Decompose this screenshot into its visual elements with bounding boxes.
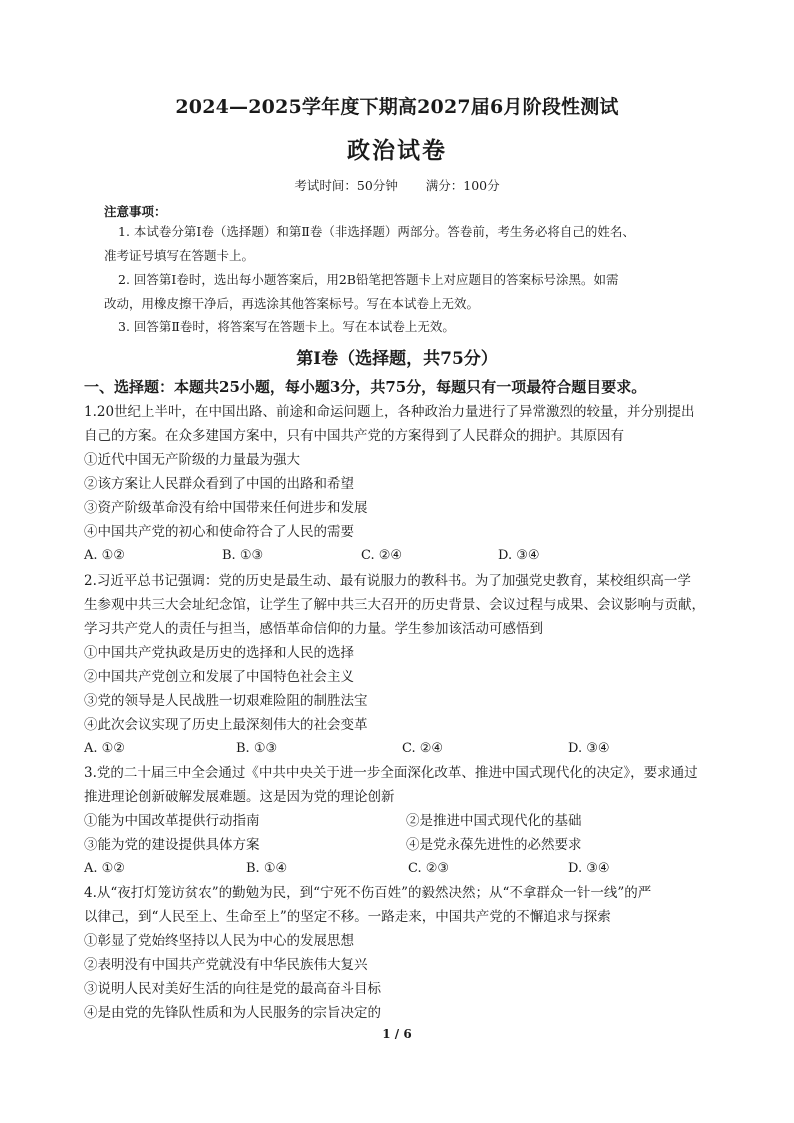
question-4-item: ③说明人民对美好生活的向往是党的最高奋斗目标	[84, 981, 381, 997]
choice-b: B. ①④	[246, 861, 288, 876]
question-3-stem: 3.党的二十届三中全会通过《中共中央关于进一步全面深化改革、推进中国式现代化的决定》，要求通过	[84, 765, 698, 781]
choice-a: A. ①②	[84, 548, 125, 563]
choice-d: D. ③④	[498, 548, 540, 563]
exam-title: 2024—2025学年度下期高2027届6月阶段性测试	[175, 96, 619, 118]
choice-c: C. ②④	[402, 741, 444, 756]
question-1-item: ①近代中国无产阶级的力量最为强大	[84, 452, 300, 468]
question-3-item: ①能为中国改革提供行动指南	[84, 813, 260, 829]
question-4-stem: 4.从“夜打灯笼访贫农”的勤勉为民，到“宁死不伤百姓”的毅然决然；从“不拿群众一针一线”的严	[84, 885, 652, 901]
page-number: 1 / 6	[382, 1027, 412, 1041]
choice-d: D. ③④	[568, 861, 610, 876]
notice-line: 2. 回答第Ⅰ卷时，选出每小题答案后，用2B铅笔把答题卡上对应题目的答案标号涂黑。如需	[118, 272, 619, 287]
notice-line: 改动，用橡皮擦干净后，再选涂其他答案标号。写在本试卷上无效。	[104, 296, 480, 311]
question-3-item: ④是党永葆先进性的必然要求	[406, 837, 582, 853]
question-4-item: ①彰显了党始终坚持以人民为中心的发展思想	[84, 933, 354, 949]
question-2-item: ③党的领导是人民战胜一切艰难险阻的制胜法宝	[84, 693, 368, 709]
exam-score: 满分：100分	[425, 178, 500, 193]
notice-line: 准考证号填写在答题卡上。	[104, 248, 255, 263]
question-2-item: ①中国共产党执政是历史的选择和人民的选择	[84, 645, 354, 661]
question-2-stem: 生参观中共三大会址纪念馆，让学生了解中共三大召开的历史背景、会议过程与成果、会议影响与贡献，	[84, 597, 705, 613]
question-2-stem: 学习共产党人的责任与担当，感悟革命信仰的力量。学生参加该活动可感悟到	[84, 621, 543, 637]
question-1-item: ②该方案让人民群众看到了中国的出路和希望	[84, 476, 354, 492]
exam-info	[0, 176, 794, 194]
exam-time: 考试时间：50分钟	[294, 178, 398, 193]
choice-a: A. ①②	[84, 861, 125, 876]
question-3-item: ②是推进中国式现代化的基础	[406, 813, 582, 829]
choice-d: D. ③④	[568, 741, 610, 756]
question-2-stem: 2.习近平总书记强调：党的历史是最生动、最有说服力的教科书。为了加强党史教育，某校组织高一学	[84, 573, 691, 589]
choice-c: C. ②③	[408, 861, 450, 876]
section-title: 第Ⅰ卷（选择题，共75分）	[296, 349, 498, 369]
question-1-stem: 1.20世纪上半叶，在中国出路、前途和命运问题上，各种政治力量进行了异常激烈的较量，并分别提出	[84, 404, 695, 420]
subject-title: 政治试卷	[347, 137, 447, 164]
choice-a: A. ①②	[84, 741, 125, 756]
question-4-item: ④是由党的先锋队性质和为人民服务的宗旨决定的	[84, 1005, 381, 1021]
question-3-item: ③能为党的建设提供具体方案	[84, 837, 260, 853]
choice-b: B. ①③	[236, 741, 278, 756]
choice-b: B. ①③	[222, 548, 264, 563]
question-1-item: ④中国共产党的初心和使命符合了人民的需要	[84, 524, 354, 540]
notice-heading: 注意事项：	[104, 204, 167, 219]
question-1-item: ③资产阶级革命没有给中国带来任何进步和发展	[84, 500, 368, 516]
notice-line: 3. 回答第Ⅱ卷时，将答案写在答题卡上。写在本试卷上无效。	[118, 319, 455, 334]
question-1-stem: 自己的方案。在众多建国方案中，只有中国共产党的方案得到了人民群众的拥护。其原因有	[84, 428, 624, 444]
choice-c: C. ②④	[361, 548, 403, 563]
question-2-item: ②中国共产党创立和发展了中国特色社会主义	[84, 669, 354, 685]
question-3-stem: 推进理论创新破解发展难题。这是因为党的理论创新	[84, 789, 395, 805]
question-4-stem: 以律己，到“人民至上、生命至上”的坚定不移。一路走来，中国共产党的不懈追求与探索	[84, 909, 611, 925]
notice-line: 1. 本试卷分第Ⅰ卷（选择题）和第Ⅱ卷（非选择题）两部分。答卷前，考生务必将自己的姓名、	[118, 224, 635, 239]
part-title: 一、选择题：本题共25小题，每小题3分，共75分，每题只有一项最符合题目要求。	[84, 378, 647, 396]
question-2-item: ④此次会议实现了历史上最深刻伟大的社会变革	[84, 717, 368, 733]
question-4-item: ②表明没有中国共产党就没有中华民族伟大复兴	[84, 957, 368, 973]
